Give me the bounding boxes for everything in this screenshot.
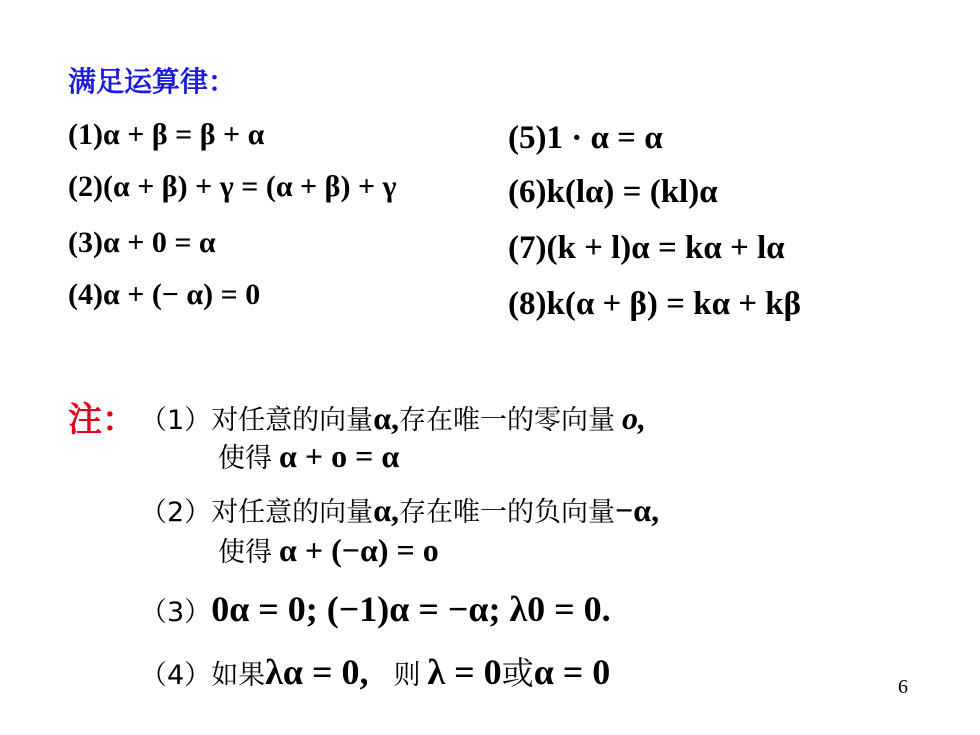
law-6: (6)k(lα) = (kl)α <box>508 174 718 210</box>
note-4-text2: 则 <box>393 660 421 691</box>
note-1-line2 <box>218 436 399 475</box>
law-2: (2)(α + β) + γ = (α + β) + γ <box>68 170 397 203</box>
note-2-text2: 存在唯一的负向量 <box>399 497 616 528</box>
note-2-neg-vector: −α, <box>615 492 660 528</box>
note-4 <box>140 648 610 694</box>
page-number: 6 <box>898 676 908 698</box>
note-label: 注： <box>68 400 136 440</box>
law-3: (3)α + 0 = α <box>68 226 216 259</box>
note-2-number: （2） <box>140 497 212 528</box>
note-4-or: 或 <box>501 654 534 692</box>
law-8: (8)k(α + β) = kα + kβ <box>508 286 802 322</box>
law-1: (1)α + β = β + α <box>68 118 265 151</box>
note-2-alpha: α, <box>373 492 400 528</box>
note-1 <box>140 398 646 437</box>
note-4-math3: α = 0 <box>533 652 611 692</box>
note-3 <box>140 588 611 630</box>
note-1-number: （1） <box>140 405 212 436</box>
note-4-math2: λ = 0 <box>427 652 502 692</box>
note-2 <box>140 490 659 529</box>
note-4-math1: λα = 0, <box>265 652 369 692</box>
note-1-alpha: α, <box>373 400 400 436</box>
note-1-line2-math: α + o = α <box>279 438 400 474</box>
note-1-text: 对任意的向量 <box>211 405 374 436</box>
note-1-zero-vector: o, <box>622 400 647 436</box>
note-3-number: （3） <box>140 597 212 628</box>
note-2-line2 <box>218 530 439 569</box>
note-4-text: 如果 <box>211 660 266 691</box>
note-4-number: （4） <box>140 660 212 691</box>
note-1-line2-text: 使得 <box>218 443 272 474</box>
note-2-line2-math: α + (−α) = o <box>279 532 439 568</box>
note-2-line2-text: 使得 <box>218 537 272 568</box>
note-3-math: 0α = 0; (−1)α = −α; λ0 = 0. <box>211 589 611 629</box>
law-5: (5)1 · α = α <box>508 120 663 156</box>
slide-title: 满足运算律： <box>68 65 237 98</box>
law-7: (7)(k + l)α = kα + lα <box>508 230 785 266</box>
note-2-text: 对任意的向量 <box>211 497 374 528</box>
note-1-text2: 存在唯一的零向量 <box>399 405 616 436</box>
law-4: (4)α + (− α) = 0 <box>68 278 261 311</box>
